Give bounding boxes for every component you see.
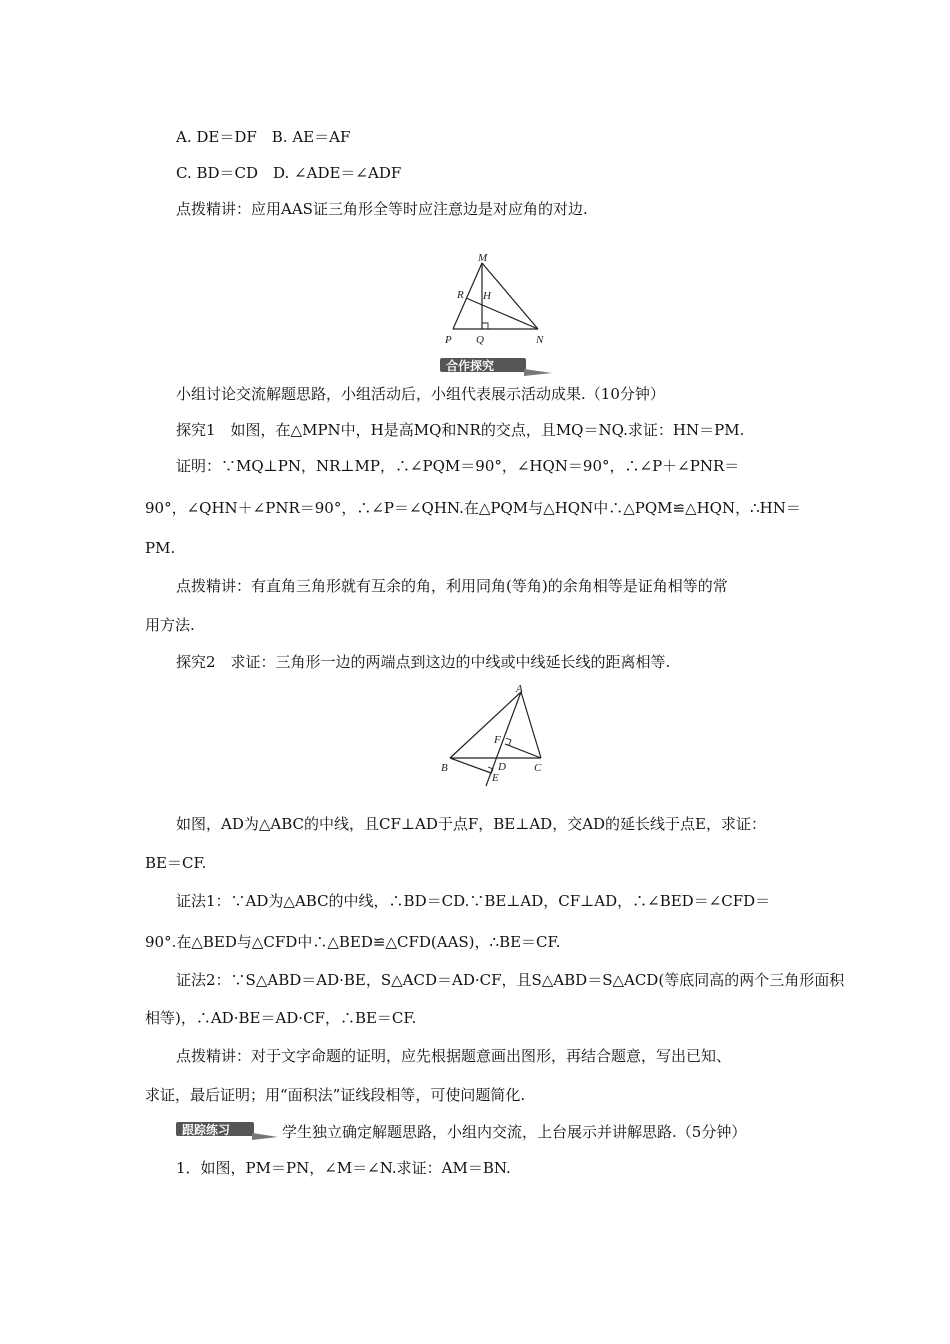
banner-coop-explore	[438, 356, 556, 378]
banner-track-practice	[174, 1120, 282, 1142]
tip-aas: 点拨精讲：应用AAS证三角形全等时应注意边是对应角的对边.	[176, 200, 588, 218]
figure-triangle-mpn	[440, 254, 555, 348]
method1-line2: 90°.在△BED与△CFD中∴△BED≌△CFD(AAS)，∴BE＝CF.	[145, 933, 561, 951]
option-row-cd: C. BD＝CD D. ∠ADE＝∠ADF	[176, 164, 402, 182]
explore1-tip-line2: 用方法.	[145, 616, 195, 634]
label-C: C	[534, 762, 542, 774]
label-Q: Q	[476, 334, 484, 346]
track-question-1: 1．如图，PM＝PN，∠M＝∠N.求证：AM＝BN.	[176, 1159, 511, 1177]
explore2-tip-line2: 求证，最后证明；用“面积法”证线段相等，可使问题简化.	[145, 1086, 526, 1104]
figure-triangle-abc	[436, 683, 556, 791]
label-P: P	[445, 334, 452, 346]
label-H: H	[483, 290, 491, 302]
explore2-statement: 探究2 求证：三角形一边的两端点到这边的中线或中线延长线的距离相等.	[176, 653, 671, 671]
coop-intro: 小组讨论交流解题思路，小组活动后，小组代表展示活动成果.（10分钟）	[176, 385, 665, 403]
method2-line2: 相等)，∴AD·BE＝AD·CF，∴BE＝CF.	[145, 1009, 417, 1027]
label-N: N	[536, 334, 544, 346]
explore1-proof-line3: PM.	[145, 539, 176, 557]
explore2-tip-line1: 点拨精讲：对于文字命题的证明，应先根据题意画出图形，再结合题意，写出已知、	[176, 1047, 732, 1065]
label-M: M	[478, 254, 488, 264]
label-B: B	[441, 762, 448, 774]
explore1-proof-line1: 证明：∵MQ⊥PN，NR⊥MP，∴∠PQM＝90°，∠HQN＝90°，∴∠P＋∠PNR＝	[176, 457, 740, 475]
label-D: D	[498, 761, 506, 773]
banner-track-label: 跟踪练习	[182, 1123, 231, 1137]
banner-coop-label: 合作探究	[446, 359, 495, 373]
track-intro: 学生独立确定解题思路，小组内交流，上台展示并讲解思路.（5分钟）	[282, 1123, 747, 1141]
method1-line1: 证法1：∵AD为△ABC的中线，∴BD＝CD.∵BE⊥AD，CF⊥AD，∴∠BED＝∠CFD＝	[176, 892, 771, 910]
method2-line1: 证法2：∵S△ABD＝AD·BE，S△ACD＝AD·CF，且S△ABD＝S△ACD(等底同高的两个三角形面积	[176, 971, 845, 989]
explore1-proof-line2: 90°，∠QHN＋∠PNR＝90°，∴∠P＝∠QHN.在△PQM与△HQN中∴△PQM≌△HQN，∴HN＝	[145, 499, 801, 517]
label-R: R	[457, 289, 464, 301]
label-A: A	[516, 683, 523, 695]
option-row-ab: A. DE＝DF B. AE＝AF	[176, 128, 351, 146]
explore1-statement: 探究1 如图，在△MPN中，H是高MQ和NR的交点，且MQ＝NQ.求证：HN＝PM.	[176, 421, 745, 439]
explore2-desc-line1: 如图，AD为△ABC的中线，且CF⊥AD于点F，BE⊥AD，交AD的延长线于点E，求证：	[176, 815, 767, 833]
explore1-tip-line1: 点拨精讲：有直角三角形就有互余的角，利用同角(等角)的余角相等是证角相等的常	[176, 577, 728, 595]
label-E: E	[492, 772, 499, 784]
label-F: F	[494, 734, 501, 746]
explore2-desc-line2: BE＝CF.	[145, 854, 207, 872]
